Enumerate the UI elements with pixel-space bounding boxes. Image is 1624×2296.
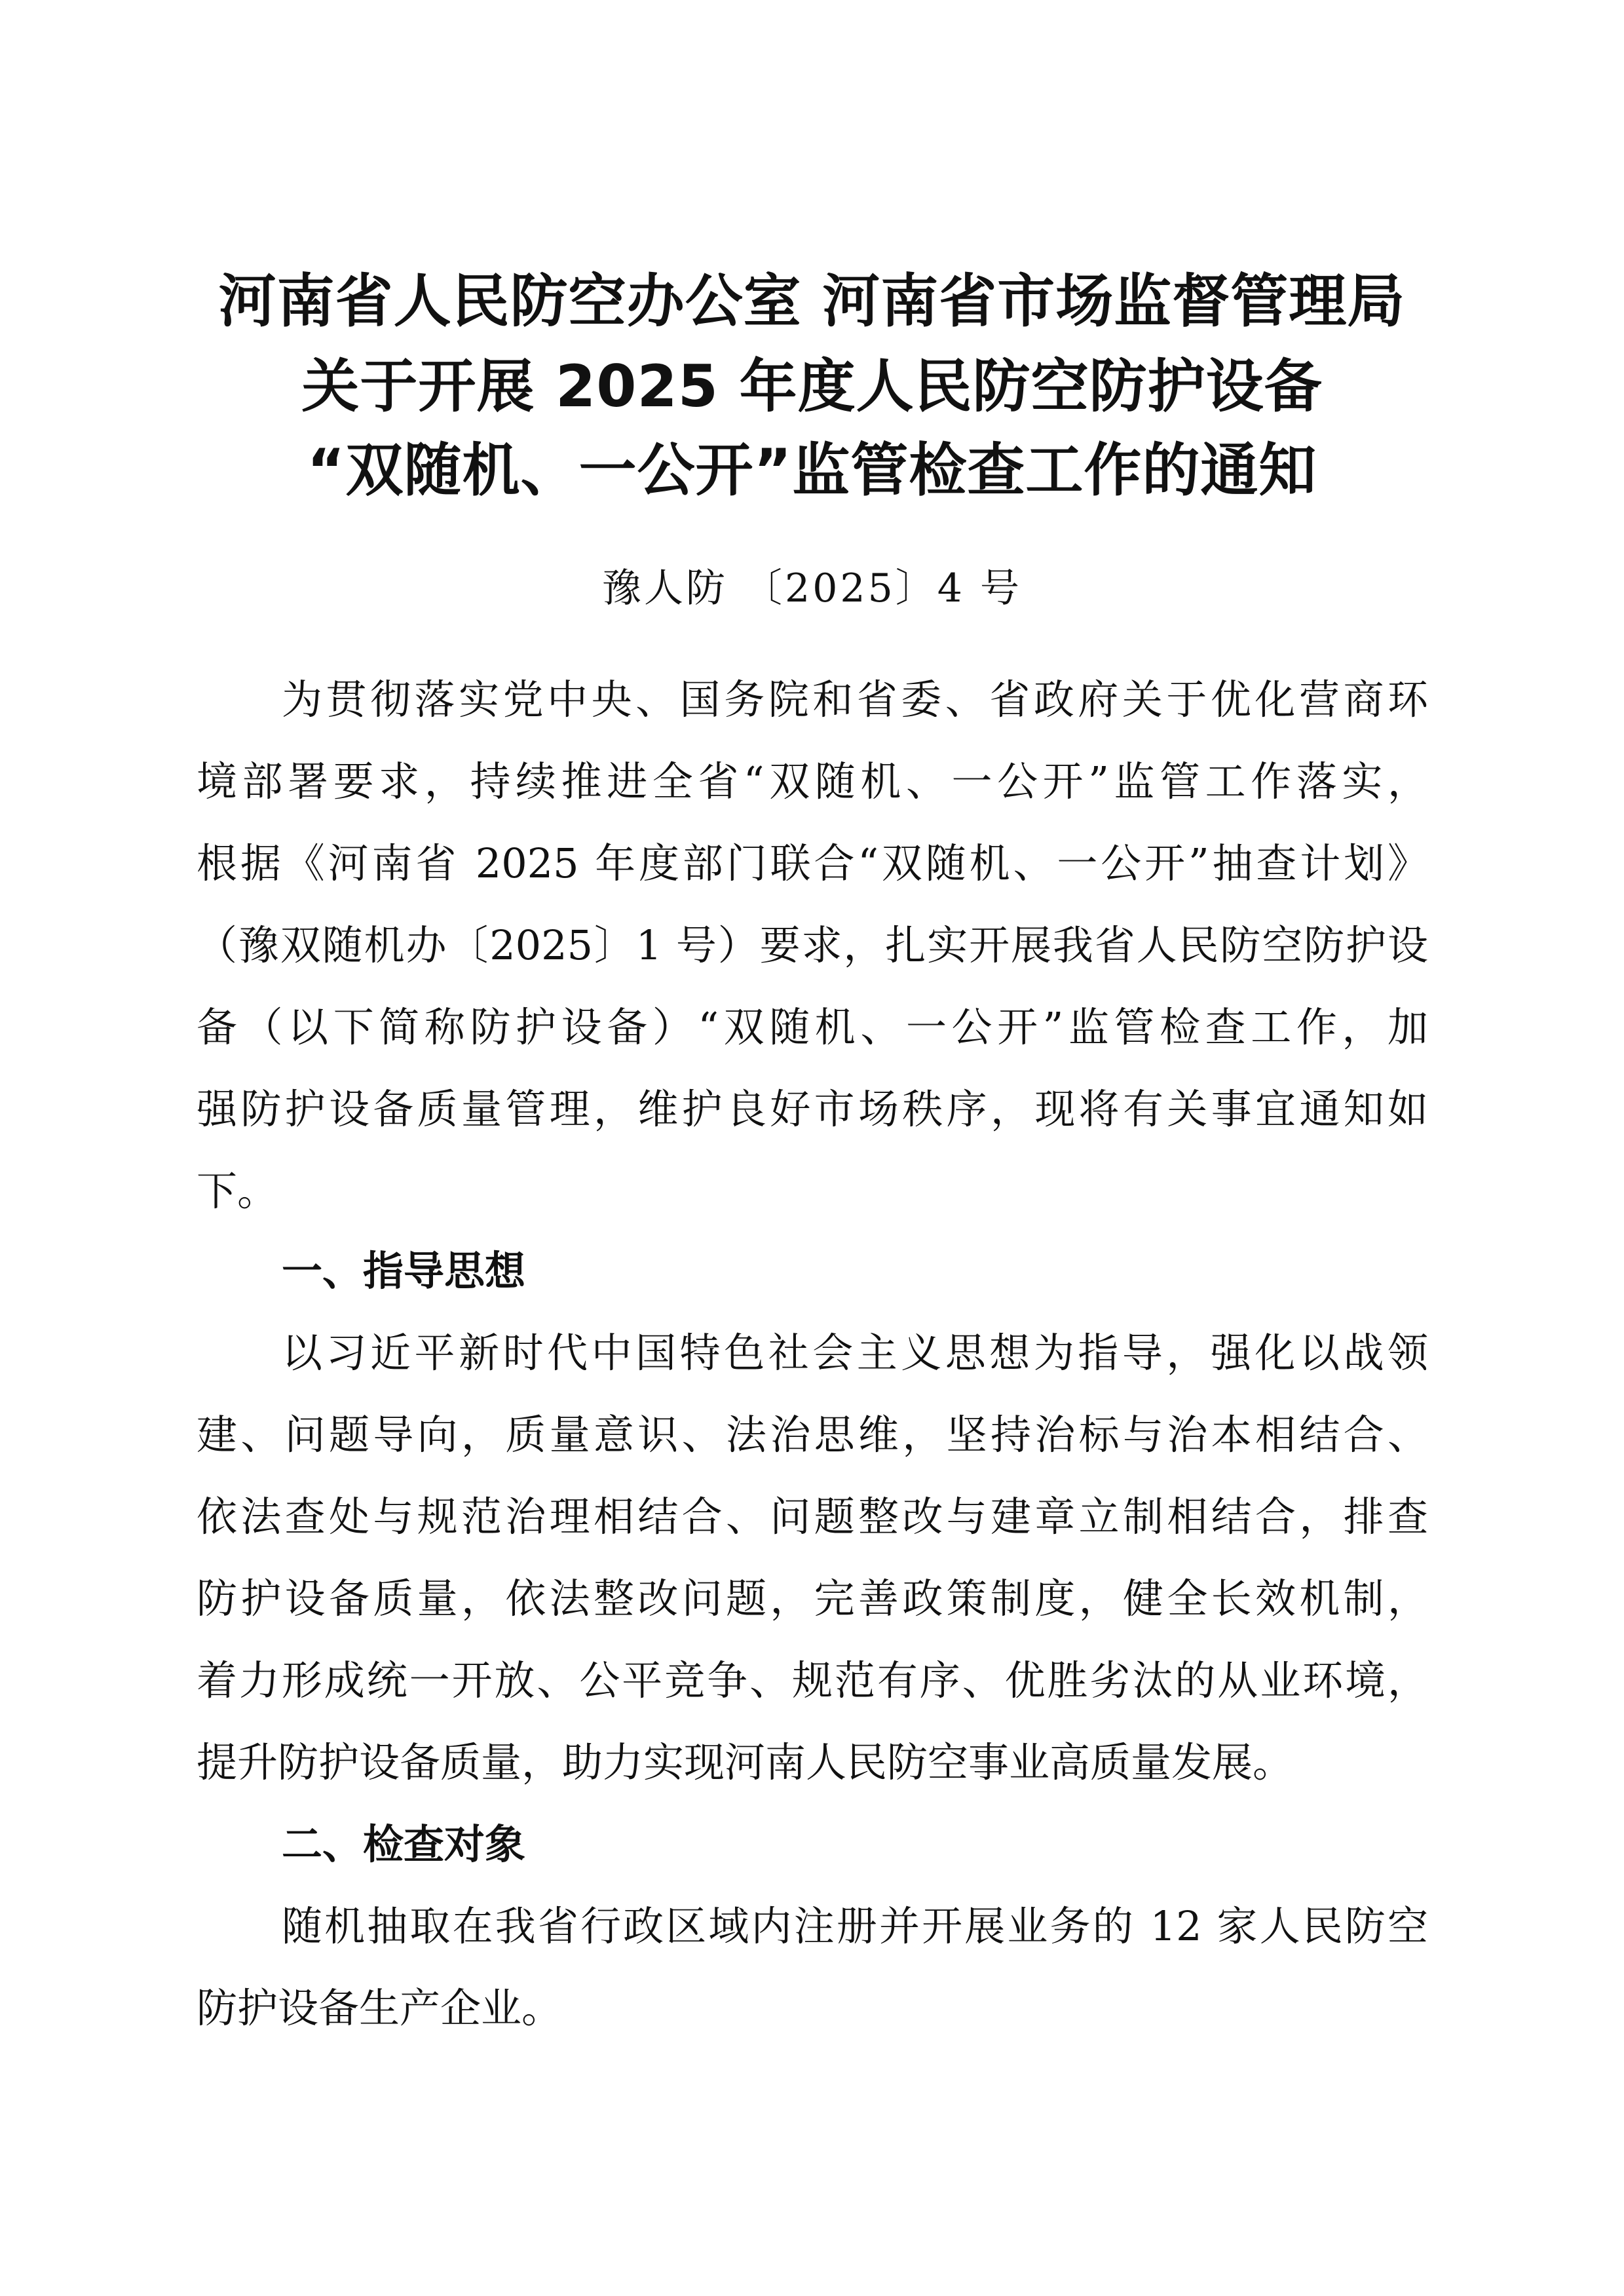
section2-line-2: 防护设备生产企业。 (197, 1984, 563, 2032)
section1-line-6: 提升防护设备质量，助力实现河南人民防空事业高质量发展。 (197, 1738, 1294, 1786)
section1-line-2: 建、问题导向，质量意识、法治思维，坚持治标与治本相结合、 (197, 1411, 1428, 1459)
section1-line-4: 防护设备质量，依法整改问题，完善政策制度，健全长效机制， (197, 1575, 1428, 1622)
intro-line-2: 境部署要求，持续推进全省“双随机、一公开”监管工作落实， (197, 757, 1428, 805)
title-line-1: 河南省人民防空办公室 河南省市场监督管理局 (218, 267, 1406, 335)
intro-line-4: （豫双随机办〔2025〕1 号）要求，扎实开展我省人民防空防护设 (197, 921, 1428, 969)
section1-line-3: 依法查处与规范治理相结合、问题整改与建章立制相结合，排查 (197, 1493, 1428, 1540)
intro-line-3: 根据《河南省 2025 年度部门联合“双随机、一公开”抽查计划》 (197, 839, 1428, 887)
document-number: 豫人防 〔2025〕4 号 (601, 565, 1022, 611)
section-heading-guiding-ideology: 一、指导思想 (282, 1247, 526, 1295)
intro-line-6: 强防护设备质量管理，维护良好市场秩序，现将有关事宜通知如 (197, 1085, 1428, 1133)
title-line-3: “双随机、一公开”监管检查工作的通知 (307, 436, 1317, 504)
title-line-2: 关于开展 2025 年度人民防空防护设备 (301, 353, 1323, 420)
section-heading-inspection-targets: 二、检查对象 (282, 1820, 526, 1868)
section2-line-1: 随机抽取在我省行政区域内注册并开展业务的 12 家人民防空 (282, 1902, 1428, 1950)
section1-line-1: 以习近平新时代中国特色社会主义思想为指导，强化以战领 (282, 1329, 1428, 1377)
intro-line-7: 下。 (197, 1167, 278, 1215)
intro-line-1: 为贯彻落实党中央、国务院和省委、省政府关于优化营商环 (282, 676, 1428, 723)
section1-line-5: 着力形成统一开放、公平竞争、规范有序、优胜劣汰的从业环境， (197, 1656, 1428, 1704)
intro-line-5: 备（以下简称防护设备）“双随机、一公开”监管检查工作，加 (197, 1003, 1428, 1051)
